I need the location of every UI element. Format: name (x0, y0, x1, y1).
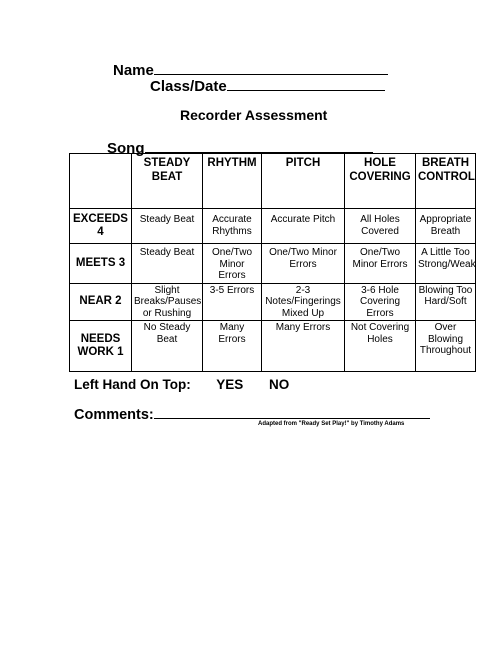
table-row (70, 209, 476, 244)
table-cell: Over Blowing Throughout (416, 321, 476, 372)
table-cell: 2-3 Notes/Fingerings Mixed Up (262, 283, 345, 321)
table-cell: A Little Too Strong/Weak (416, 244, 476, 284)
left-hand-label: Left Hand On Top: (74, 377, 191, 392)
class-date-field (150, 76, 385, 95)
class-date-line[interactable] (227, 76, 385, 91)
level-cell: MEETS 3 (70, 244, 132, 284)
table-cell: Many Errors (262, 321, 345, 372)
table-cell: Appropriate Breath (416, 209, 476, 244)
table-cell: 3-5 Errors (203, 283, 262, 321)
rubric-table (69, 153, 476, 372)
table-cell: One/Two Minor Errors (203, 244, 262, 284)
level-cell: NEAR 2 (70, 283, 132, 321)
table-cell: 3-6 Hole Covering Errors (345, 283, 416, 321)
table-cell: Steady Beat (132, 244, 203, 284)
no-option[interactable]: NO (269, 377, 290, 392)
comments-line[interactable] (154, 404, 430, 419)
header-cell-rhythm: RHYTHM (203, 154, 262, 209)
class-date-label: Class/Date (150, 78, 227, 95)
table-cell: Slight Breaks/Pauses or Rushing (132, 283, 203, 321)
header-cell-breath-control: BREATH CONTROL (416, 154, 476, 209)
table-row (70, 321, 476, 372)
table-header-row (70, 154, 476, 209)
table-cell: Blowing Too Hard/Soft (416, 283, 476, 321)
credit-note: Adapted from "Ready Set Play!" by Timothy Adams (258, 421, 405, 427)
table-row (70, 283, 476, 321)
song-line[interactable] (145, 138, 373, 153)
name-line[interactable] (154, 60, 388, 75)
comments-label: Comments: (74, 407, 154, 423)
table-cell: All Holes Covered (345, 209, 416, 244)
level-cell: EXCEEDS 4 (70, 209, 132, 244)
table-cell: Many Errors (203, 321, 262, 372)
table-cell: Accurate Rhythms (203, 209, 262, 244)
song-label: Song (107, 140, 145, 157)
table-cell: One/Two Minor Errors (262, 244, 345, 284)
table-cell: Not Covering Holes (345, 321, 416, 372)
page-title: Recorder Assessment (180, 107, 328, 123)
header-cell-pitch: PITCH (262, 154, 345, 209)
header-cell-steady-beat: STEADY BEAT (132, 154, 203, 209)
name-label: Name (113, 62, 154, 79)
table-cell: No Steady Beat (132, 321, 203, 372)
table-cell: Steady Beat (132, 209, 203, 244)
table-cell: One/Two Minor Errors (345, 244, 416, 284)
table-row (70, 244, 476, 284)
yes-option[interactable]: YES (216, 377, 244, 392)
table-cell: Accurate Pitch (262, 209, 345, 244)
level-cell: NEEDS WORK 1 (70, 321, 132, 372)
header-cell-hole-covering: HOLE COVERING (345, 154, 416, 209)
left-hand-question (74, 377, 311, 392)
header-cell-empty (70, 154, 132, 209)
